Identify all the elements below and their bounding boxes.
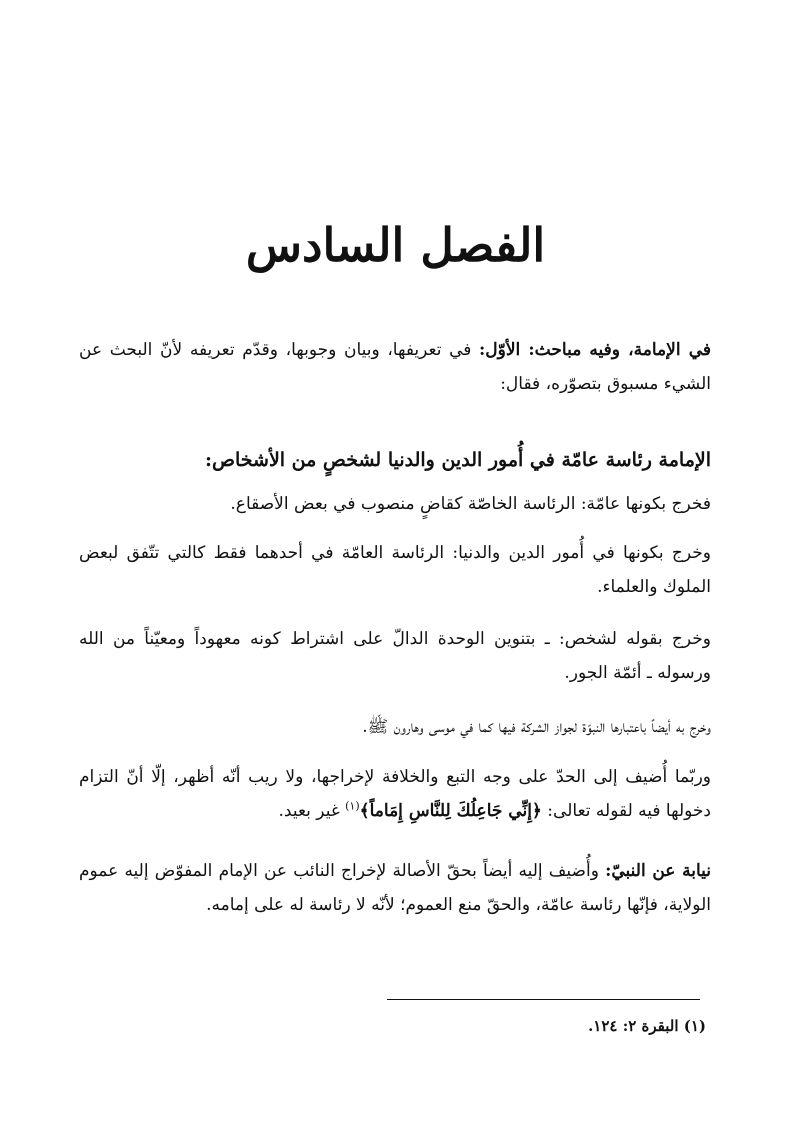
paragraph-6 [79, 854, 711, 922]
paragraph-1: فخرج بكونها عامّة: الرئاسة الخاصّة كقاضٍ منصوب في بعض الأصقاع. [230, 494, 711, 514]
intro-paragraph [79, 333, 711, 401]
intro-text: في تعريفها، وبيان وجوبها، وقدّم تعريفه لأنّ البحث عن الشيء مسبوق بتصوّره، فقال: [79, 340, 711, 394]
definition-heading: الإمامة رئاسة عامّة في أُمور الدين والدنيا لشخصٍ من الأشخاص: [204, 449, 711, 471]
quran-quote: ﴿إِنِّي جَاعِلُكَ لِلنَّاسِ إِمَاماً﴾ [359, 801, 542, 821]
footnote-divider [387, 999, 700, 1000]
footnote-reference: (١) [345, 799, 360, 813]
paragraph-5-end: غير بعيد. [278, 801, 346, 821]
paragraph-3: وخرج بقوله لشخص: ـ بتنوين الوحدة الدالّ على اشتراط كونه معهوداً ومعيّناً من الله ورسوله ـ أئمّة الجور. [79, 629, 711, 683]
intro-heading: في الإمامة، وفيه مباحث: الأوّل: [479, 340, 711, 360]
paragraph-4: وخرج به أيضاً باعتبارها النبوّة لجواز الشركة فيها كما في موسى وهارون ﷺ. [362, 717, 711, 737]
paragraph-2: وخرج بكونها في أُمور الدين والدنيا: الرئاسة العامّة في أحدهما فقط كالتي تتّفق لبعض الملوك والعلماء. [79, 543, 711, 597]
footnote: (١) البقرة ٢: ١٢٤. [588, 1017, 706, 1035]
paragraph-6-heading: نيابة عن النبيّ: [605, 861, 712, 881]
chapter-title: الفصل السادس [245, 218, 546, 272]
paragraph-6-text: وأُضيف إليه أيضاً بحقّ الأصالة لإخراج النائب عن الإمام المفوّض إليه عموم الولاية، فإنّها رئاسة عامّة، والحقّ منع العموم؛ لأنّه لا رئاسة له على إمامه. [79, 861, 711, 915]
paragraph-5-start: وربّما أُضيف إلى الحدّ على وجه التبع والخلافة لإخراجها، ولا ريب أنّه أظهر، إلّا أنّ التزام دخولها فيه لقوله تعالى: [79, 767, 711, 821]
paragraph-5 [79, 760, 711, 828]
